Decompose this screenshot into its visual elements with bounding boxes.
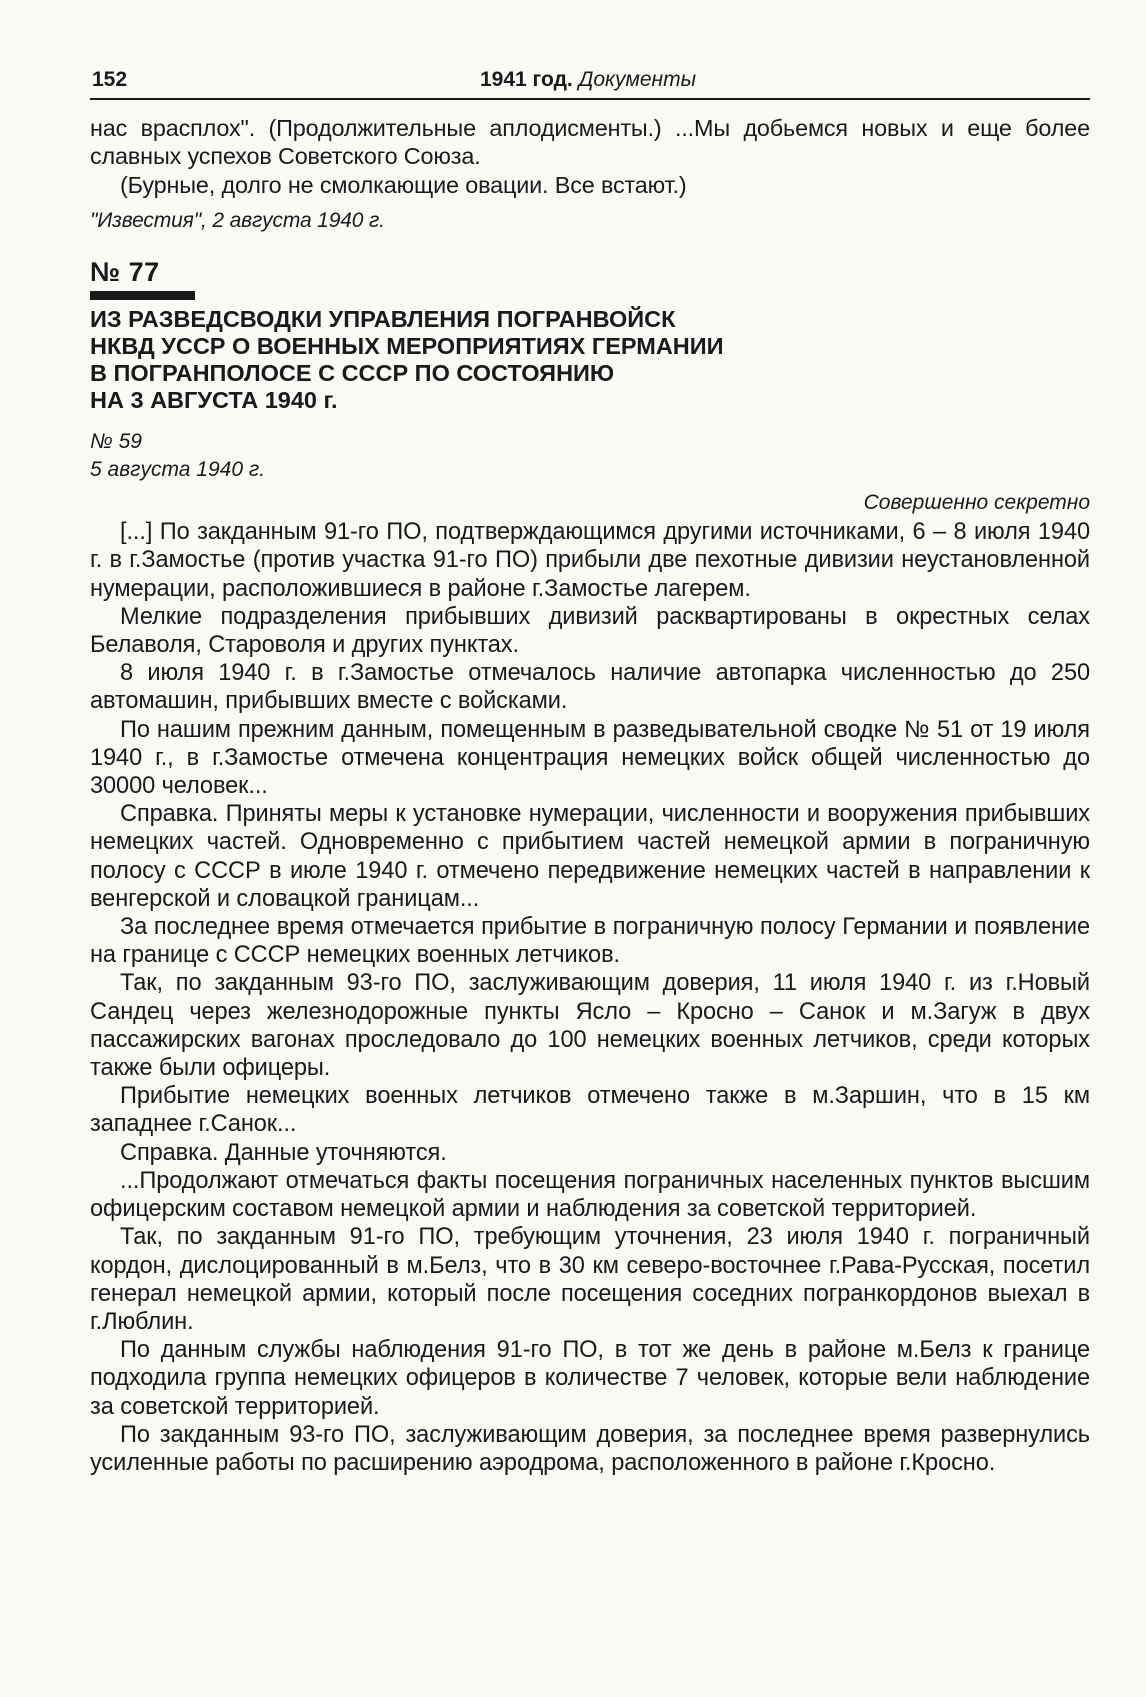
report-meta	[90, 428, 1090, 484]
intro-block	[90, 114, 1090, 235]
classification-stamp: Совершенно секретно	[863, 491, 1090, 515]
document-body	[90, 518, 1090, 1477]
report-number: № 59	[90, 430, 142, 454]
document-title	[90, 306, 1090, 414]
document-title-line: НКВД УССР О ВОЕННЫХ МЕРОПРИЯТИЯХ ГЕРМАНИИ	[90, 333, 724, 360]
intro-paragraph: нас врасплох". (Продолжительные аплодисменты.) ...Мы добьемся новых и еще более славных успехов Советского Союза.	[90, 115, 1090, 170]
running-head	[90, 52, 1090, 100]
document-paragraph: Так, по закданным 91-го ПО, требующим уточнения, 23 июля 1940 г. пограничный кордон, дислоцированный в м.Белз, что в 30 км северо-восточнее г.Рава-Русская, посетил генерал немецкой армии, который после посещения соседних погранкордонов выехал в г.Люблин.	[90, 1224, 1090, 1335]
document-paragraph: Справка. Данные уточняются.	[120, 1139, 447, 1166]
intro-source: "Известия", 2 августа 1940 г.	[90, 209, 385, 233]
report-date: 5 августа 1940 г.	[90, 458, 266, 482]
document-paragraph: По данным службы наблюдения 91-го ПО, в тот же день в районе м.Белз к границе подходила группа немецких офицеров в количестве 7 человек, которые вели наблюдение за советской территорией.	[90, 1337, 1090, 1420]
intro-paragraph: (Бурные, долго не смолкающие овации. Все встают.)	[120, 171, 687, 198]
running-title-section: Документы	[578, 68, 697, 91]
document-paragraph: [...] По закданным 91-го ПО, подтверждающимся другими источниками, 6 – 8 июля 1940 г. в г.Замостье (против участка 91-го ПО) прибыли две пехотные дивизии неустановленной нумерации, расположившиеся в районе г.Замостье лагерем.	[90, 519, 1090, 602]
document-number-rule	[90, 291, 195, 300]
document-paragraph: Так, по закданным 93-го ПО, заслуживающим доверия, 11 июля 1940 г. из г.Новый Сандец через железнодорожные пункты Ясло – Кросно – Санок и м.Загуж в двух пассажирских вагонах проследовало до 100 немецких военных летчиков, среди которых также были офицеры.	[90, 970, 1090, 1082]
document-title-line: НА 3 АВГУСТА 1940 г.	[90, 387, 338, 414]
running-title	[480, 68, 696, 92]
document-paragraph: ...Продолжают отмечаться факты посещения пограничных населенных пунктов высшим офицерским составом немецкой армии и наблюдения за советской территорией.	[90, 1167, 1090, 1223]
document-paragraph: 8 июля 1940 г. в г.Замостье отмечалось наличие автопарка численностью до 250 автомашин, прибывших вместе с войсками.	[90, 660, 1090, 715]
document-paragraph: По закданным 93-го ПО, заслуживающим доверия, за последнее время развернулись усиленные работы по расширению аэродрома, расположенного в районе г.Кросно.	[90, 1421, 1090, 1476]
running-title-year: 1941 год.	[480, 68, 573, 91]
document-title-line: В ПОГРАНПОЛОСЕ С СССР ПО СОСТОЯНИЮ	[90, 360, 615, 387]
document-paragraph: По нашим прежним данным, помещенным в разведывательной сводке № 51 от 19 июля 1940 г., в г.Замостье отмечена концентрация немецких войск общей численностью до 30000 человек...	[90, 716, 1090, 800]
document-paragraph: Прибытие немецких военных летчиков отмечено также в м.Заршин, что в 15 км западнее г.Санок...	[90, 1083, 1090, 1138]
document-number: № 77	[90, 257, 160, 288]
page-number: 152	[92, 68, 128, 91]
document-title-line: ИЗ РАЗВЕДСВОДКИ УПРАВЛЕНИЯ ПОГРАНВОЙСК	[90, 306, 676, 333]
document-paragraph: Справка. Приняты меры к установке нумерации, численности и вооружения прибывших немецких частей. Одновременно с прибытием частей немецкой армии в пограничную полосу с СССР в июле 1940 г. отмечено передвижение немецких частей в направлении к венгерской и словацкой границам...	[90, 801, 1090, 912]
document-paragraph: За последнее время отмечается прибытие в пограничную полосу Германии и появление на границе с СССР немецких военных летчиков.	[90, 914, 1090, 969]
document-paragraph: Мелкие подразделения прибывших дивизий расквартированы в окрестных селах Белаволя, Староволя и других пунктах.	[90, 603, 1090, 659]
